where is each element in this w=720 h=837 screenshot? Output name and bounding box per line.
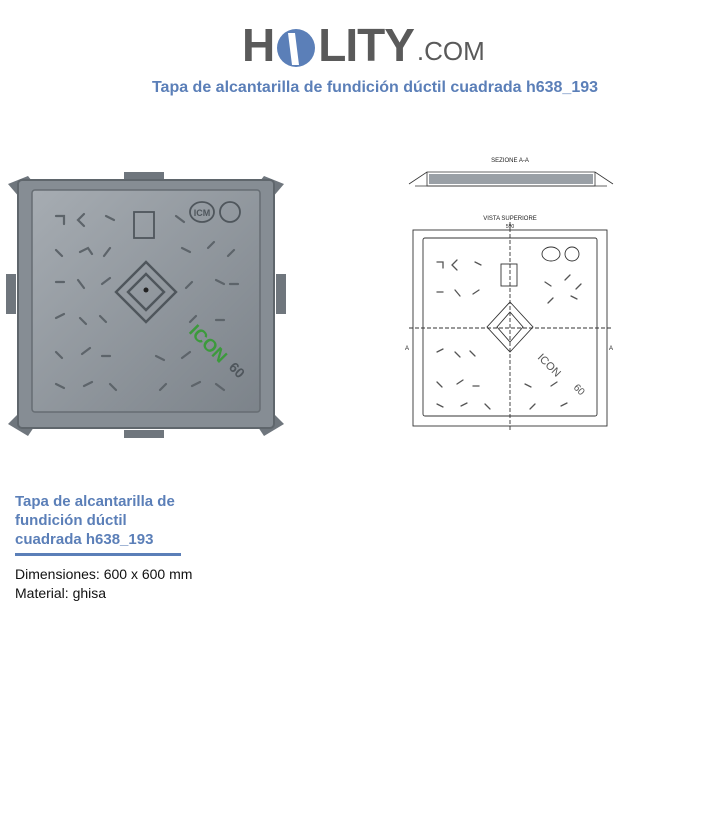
section-marker-left: A (405, 346, 410, 352)
title-divider (15, 553, 181, 556)
page-title: Tapa de alcantarilla de fundición dúctil cuadrada h638_193 (151, 79, 599, 96)
section-marker-right: A (609, 346, 614, 352)
site-logo[interactable] (242, 10, 485, 71)
cert-mark: ICM (193, 208, 211, 218)
drawing-brand-text: ICON (534, 351, 563, 380)
product-photo (6, 172, 286, 440)
top-view-label: VISTA SUPERIORE (483, 216, 537, 222)
spec-dimensions: Dimensiones: 600 x 600 mm (15, 566, 193, 582)
logo-o-icon (275, 25, 317, 71)
section-label: SEZIONE A-A (491, 158, 529, 164)
brand-text: ICON (185, 320, 232, 367)
logo-suffix: LITY (318, 19, 414, 71)
technical-drawing (405, 152, 615, 432)
drawing-load-mark: 60 (570, 382, 587, 398)
product-title: Tapa de alcantarilla de fundición dúctil cuadrada h638_193 (15, 493, 175, 548)
dimension-label: 590 (505, 224, 515, 230)
load-mark: 60 (225, 358, 249, 382)
logo-prefix: H (242, 19, 275, 71)
logo-tld: .COM (416, 36, 485, 66)
product-specs (15, 565, 192, 603)
spec-material: Material: ghisa (15, 585, 107, 601)
